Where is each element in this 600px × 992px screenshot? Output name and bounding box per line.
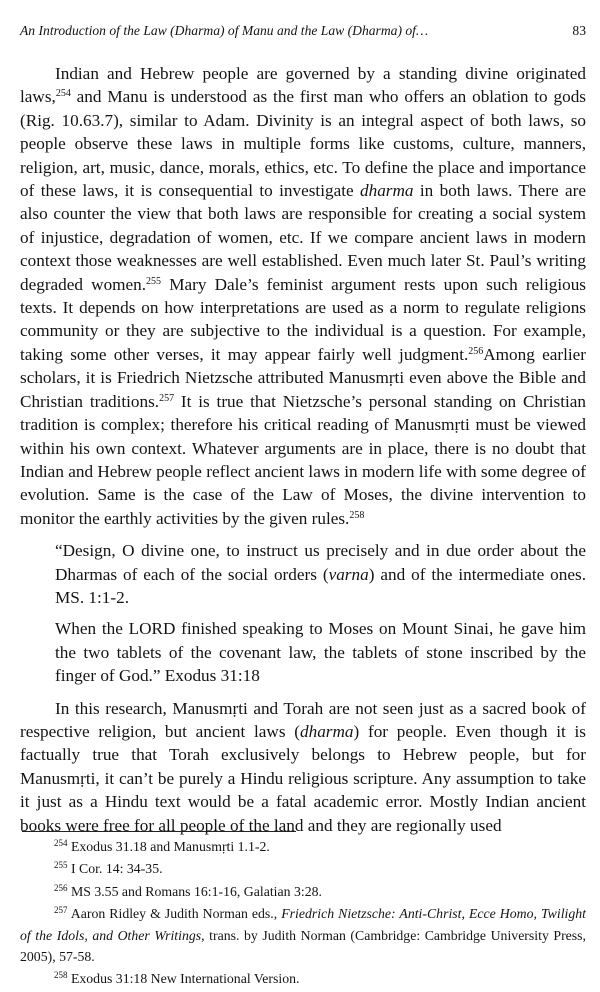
running-title: An Introduction of the Law (Dharma) of Manu and the Law (Dharma) of… [20, 23, 429, 38]
text-run: “Design, O divine one, to instruct us precisely and in due order about the Dharmas of each of the social orders ( [55, 541, 586, 584]
text-run: , trans. by Judith Norman (Cambridge: Cambridge University Press, 2005), 57-58. [20, 927, 586, 965]
footnote-marker: 256 [54, 882, 68, 893]
footnote-marker: 254 [55, 88, 71, 100]
text-run: MS 3.55 and Romans 16:1-16, Galatian 3:28. [67, 883, 322, 899]
footnote-257 [20, 903, 586, 967]
footnote-256 [20, 881, 586, 902]
footnote-marker: 257 [54, 905, 68, 916]
text-run: Among earlier scholars, it is Friedrich Nietzsche attributed Manusmṛti even above the Bible and Christian traditions. [20, 344, 586, 411]
text-run: and Manu is understood as the first man who offers an oblation to gods (Rig. 10.63.7), similar to Adam. Divinity is an integral aspect of both laws, so people observe these laws in multiple forms like customs, culture, manners, religion, art, music, dance, morals, ethics, etc. To define the place and importance of these laws, it is consequential to investigate [20, 87, 586, 201]
block-quote [55, 539, 586, 687]
text-run: ) and of the intermediate ones. MS. 1:1-2. [55, 564, 586, 607]
italic-text: varna [328, 564, 369, 584]
text-run: In this research, Manusmṛti and Torah are not seen just as a sacred book of respective religion, but ancient laws ( [20, 698, 586, 741]
footnote-marker: 255 [146, 275, 162, 287]
footnote-marker: 258 [54, 970, 68, 981]
body-paragraph-2 [20, 697, 586, 837]
text-run: in both laws. There are also counter the view that both laws are responsible for creating a social system of injustice, degradation of women, etc. If we compare ancient laws in modern context those weaknesses are well established. Even much later St. Paul’s writing degraded women. [20, 181, 586, 294]
footnote-marker: 255 [54, 860, 68, 871]
running-header [20, 20, 586, 42]
body-paragraph-1 [20, 62, 586, 530]
text-run: Aaron Ridley & Judith Norman eds., [67, 906, 282, 922]
body-text [20, 62, 586, 837]
text-run: Exodus 31:18 New International Version. [67, 971, 300, 987]
italic-text: dharma [300, 721, 354, 741]
footnote-separator [22, 831, 296, 832]
text-run: Mary Dale’s feminist argument rests upon such religious texts. It depends on how interpretations are used as a norm to regulate religions community or they are subjective to the individual is a question. For example, taking some other verses, it may appear fairly well judgment. [20, 274, 586, 364]
quote-paragraph-1 [55, 539, 586, 609]
footnotes [20, 836, 586, 990]
footnote-marker: 254 [54, 838, 68, 848]
footnote-marker: 258 [349, 509, 365, 521]
text-run: I Cor. 14: 34-35. [67, 861, 163, 877]
text-run: It is true that Nietzsche’s personal standing on Christian tradition is complex; therefore his critical reading of Manusmṛti must be viewed within his own context. Whatever arguments are in place, there is no doubt that Indian and Hebrew people reflect ancient laws in modern life with some degree of evolution. Same is the case of the Law of Moses, the divine intervention to monitor the earthly activities by the given rules. [20, 391, 586, 528]
italic-text: Friedrich Nietzsche: Anti-Christ, Ecce Homo, Twilight of the Idols, and Other Writings [20, 906, 586, 943]
footnote-255 [20, 858, 586, 879]
footnote-258 [20, 968, 586, 989]
footnote-marker: 256 [468, 345, 484, 357]
text-run: When the LORD finished speaking to Moses on Mount Sinai, he gave him the two tablets of the covenant law, the tablets of stone inscribed by the finger of God.” Exodus 31:18 [55, 619, 586, 686]
footnote-254 [20, 836, 586, 857]
text-run: ) for people. Even though it is factually true that Torah exclusively belongs to Hebrew people, but for Manusmṛti, it can’t be purely a Hindu religious scripture. Any assumption to take it just as a Hindu text would be a fatal academic error. Mostly Indian ancient books were free for all people of the land and they are regionally used [20, 721, 586, 835]
italic-text: dharma [360, 181, 414, 201]
quote-paragraph-2 [55, 617, 586, 687]
footnote-marker: 257 [159, 392, 175, 404]
text-run: Exodus 31.18 and Manusmṛti 1.1-2. [67, 839, 270, 854]
page-number: 83 [572, 23, 586, 38]
text-run: Indian and Hebrew people are governed by a standing divine originated laws, [20, 64, 586, 107]
